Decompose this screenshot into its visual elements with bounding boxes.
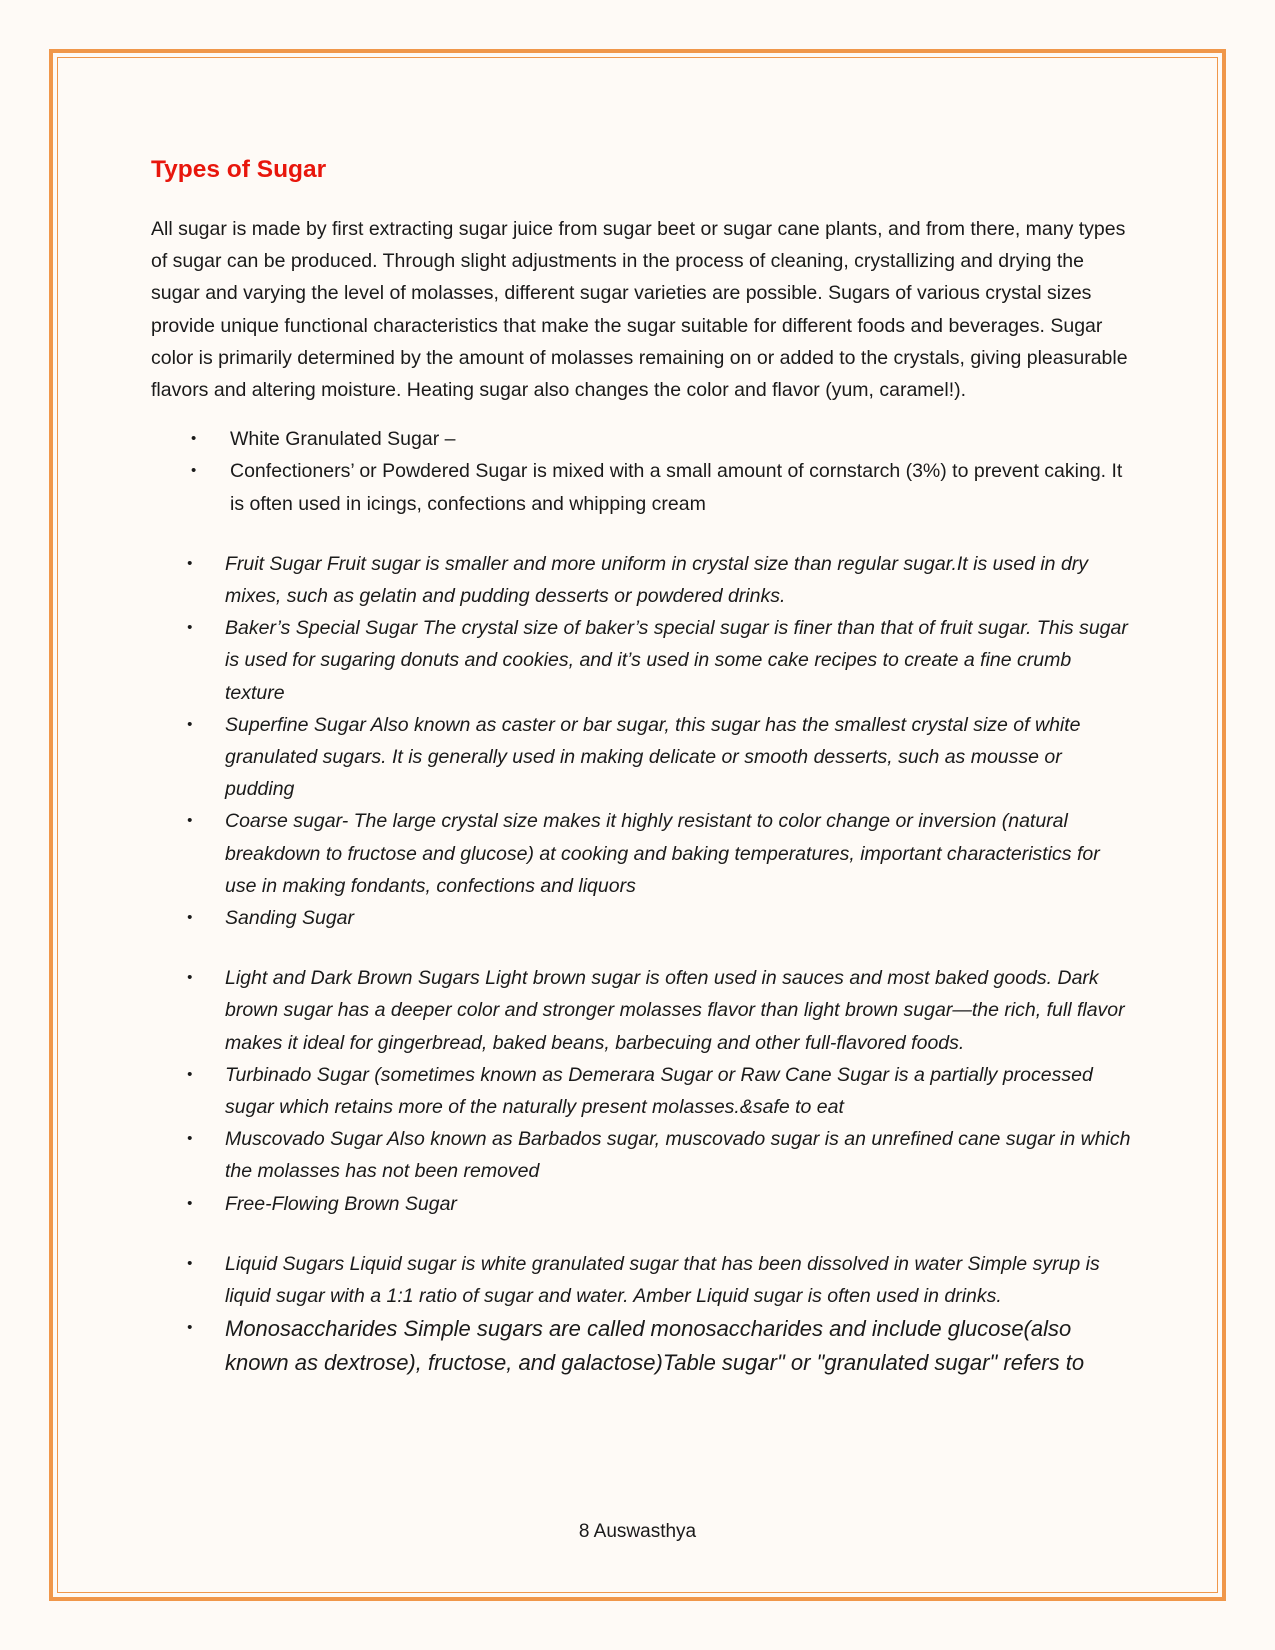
list-item-text: Muscovado Sugar Also known as Barbados sugar, muscovado sugar is an unrefined cane sugar in which the molasses has not been removed — [225, 1128, 1131, 1183]
section-heading: Types of Sugar — [151, 156, 327, 183]
list-item — [151, 902, 1136, 934]
bullet-icon: • — [187, 909, 193, 927]
list-item-text: Superfine Sugar Also known as caster or bar sugar, this sugar has the smallest crystal size of white granulated sugars. It is generally used in making delicate or smooth desserts, such as mousse or pudding — [225, 713, 1081, 801]
intro-paragraph: All sugar is made by first extracting sugar juice from sugar beet or sugar cane plants, and from there, many types of sugar can be produced. Through slight adjustments in the process of cleaning, crystallizing and drying the sugar and varying the level of molasses, different sugar varieties are possible. Sugars of various crystal sizes provide unique functional characteristics that make the sugar suitable for different foods and beverages. Sugar color is primarily determined by the amount of molasses remaining on or added to the crystals, giving pleasurable flavors and altering moisture. Heating sugar also changes the color and flavor (yum, caramel!). — [151, 218, 1128, 402]
sugar-list-basic — [151, 423, 1136, 520]
list-item — [151, 1312, 1136, 1379]
list-item — [151, 548, 1136, 612]
page-content — [151, 150, 1136, 1379]
page-footer: 8 Auswasthya — [578, 1521, 697, 1542]
list-item-text: Sanding Sugar — [225, 907, 355, 930]
list-item — [151, 1123, 1136, 1187]
bullet-icon: • — [187, 554, 193, 572]
bullet-icon: • — [187, 1065, 193, 1083]
list-item — [151, 612, 1136, 709]
list-item-text: Light and Dark Brown Sugars Light brown sugar is often used in sauces and most baked goods. Dark brown sugar has a deeper color and stronger molasses flavor than light brown sugar—the rich, full flavor makes it ideal for gingerbread, baked beans, barbecuing and other full-flavored foods. — [225, 967, 1125, 1054]
bullet-icon: • — [187, 619, 193, 637]
list-item — [151, 1188, 1136, 1220]
list-item — [151, 1059, 1136, 1123]
list-item-text: Baker’s Special Sugar The crystal size of baker’s special sugar is finer than that of fruit sugar. This sugar is used for sugaring donuts and cookies, and it’s used in some cake recipes to create a fine crumb texture — [225, 617, 1128, 704]
list-item-text: White Granulated Sugar – — [230, 428, 456, 451]
bullet-icon: • — [187, 1130, 193, 1148]
list-item — [151, 423, 1136, 455]
bullet-icon: • — [187, 1194, 193, 1212]
sugar-list-varieties — [151, 548, 1136, 1379]
bullet-icon: • — [187, 1254, 193, 1272]
bullet-icon: • — [187, 969, 193, 987]
bullet-icon: • — [187, 1319, 193, 1337]
bullet-icon: • — [191, 462, 197, 480]
list-item — [151, 962, 1136, 1059]
list-item — [151, 709, 1136, 806]
list-item-text: Free-Flowing Brown Sugar — [225, 1192, 457, 1215]
list-item-text: Coarse sugar- The large crystal size makes it highly resistant to color change or inversion (natural breakdown to fructose and glucose) at cooking and baking temperatures, important characteristics for use in making fondants, confections and liquors — [225, 810, 1100, 897]
bullet-icon: • — [187, 812, 193, 830]
list-item — [151, 1248, 1136, 1312]
list-item — [151, 805, 1136, 902]
list-item-text: Turbinado Sugar (sometimes known as Demerara Sugar or Raw Cane Sugar is a partially processed sugar which retains more of the naturally present molasses.&safe to eat — [225, 1063, 1093, 1119]
list-item-text: Confectioners’ or Powdered Sugar is mixed with a small amount of cornstarch (3%) to prevent caking. It is often used in icings, confections and whipping cream — [230, 460, 1123, 515]
list-item — [151, 455, 1136, 519]
list-item-text: Liquid Sugars Liquid sugar is white granulated sugar that has been dissolved in water Simple syrup is liquid sugar with a 1:1 ratio of sugar and water. Amber Liquid sugar is often used in drinks. — [225, 1252, 1100, 1308]
list-item-text: Fruit Sugar Fruit sugar is smaller and more uniform in crystal size than regular sugar.It is used in dry mixes, such as gelatin and pudding desserts or powdered drinks. — [225, 552, 1089, 608]
bullet-icon: • — [187, 715, 193, 733]
list-item-text: Monosaccharides Simple sugars are called monosaccharides and include glucose(also known as dextrose), fructose, and galactose)Table sugar" or "granulated sugar" refers to — [225, 1316, 1085, 1375]
bullet-icon: • — [191, 430, 197, 448]
